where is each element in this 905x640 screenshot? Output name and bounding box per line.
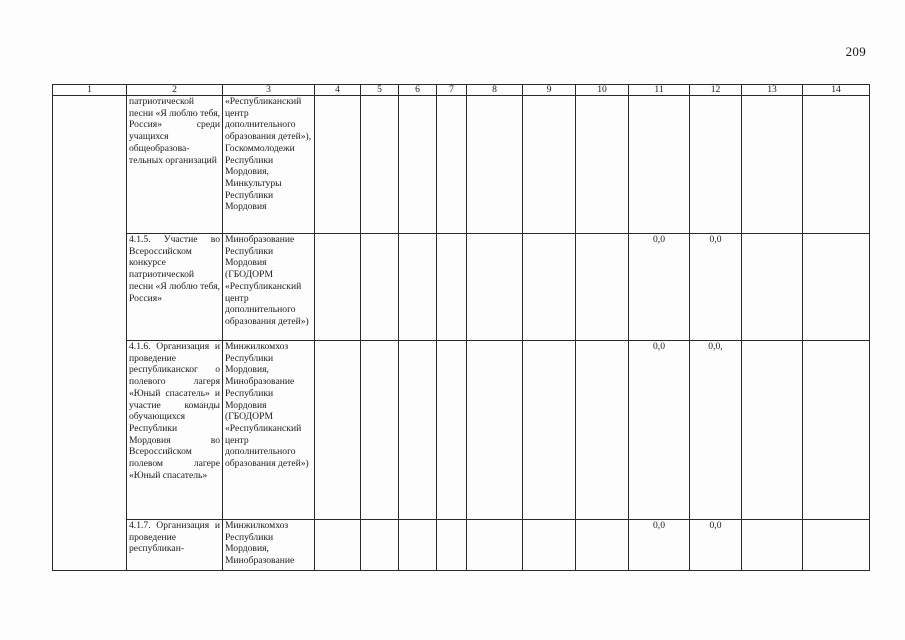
column-header: 3 xyxy=(223,85,315,96)
empty-cell xyxy=(467,234,523,341)
empty-cell xyxy=(437,234,467,341)
activity-cell: патриотической песни «Я люблю тебя, Россия» среди учащихся общеобразова-тельных организаций xyxy=(127,96,223,234)
value-cell-12: 0,0 xyxy=(690,234,742,341)
empty-cell xyxy=(315,520,361,571)
column-header: 12 xyxy=(690,85,742,96)
table-row xyxy=(53,234,870,341)
column-header: 9 xyxy=(523,85,576,96)
empty-cell xyxy=(437,520,467,571)
empty-cell xyxy=(803,234,870,341)
value-cell-11 xyxy=(629,96,690,234)
table-row xyxy=(53,520,870,571)
empty-cell xyxy=(576,341,629,520)
column-header: 7 xyxy=(437,85,467,96)
empty-cell xyxy=(315,96,361,234)
column-header: 5 xyxy=(361,85,399,96)
value-cell-12: 0,0, xyxy=(690,341,742,520)
empty-cell xyxy=(399,96,437,234)
empty-cell xyxy=(315,234,361,341)
empty-cell xyxy=(361,96,399,234)
empty-cell xyxy=(576,520,629,571)
program-activities-table xyxy=(52,84,870,571)
empty-cell xyxy=(523,234,576,341)
empty-cell xyxy=(523,341,576,520)
empty-cell xyxy=(742,341,803,520)
responsible-executor-cell: Минжилкомхоз Республики Мордовия, Минобразование xyxy=(223,520,315,571)
column-1-cell xyxy=(53,96,127,571)
column-header: 13 xyxy=(742,85,803,96)
column-header: 1 xyxy=(53,85,127,96)
activity-cell: 4.1.7. Организация и проведение республикан- xyxy=(127,520,223,571)
empty-cell xyxy=(315,341,361,520)
table-row xyxy=(53,96,870,234)
responsible-executor-cell: «Республиканский центр дополнительного образования детей»), Госкоммолодежи Республики Мордовия, Минкультуры Республики Мордовия xyxy=(223,96,315,234)
empty-cell xyxy=(742,520,803,571)
empty-cell xyxy=(803,341,870,520)
column-header: 6 xyxy=(399,85,437,96)
empty-cell xyxy=(361,341,399,520)
empty-cell xyxy=(803,520,870,571)
empty-cell xyxy=(523,520,576,571)
value-cell-12: 0,0 xyxy=(690,520,742,571)
page-number: 209 xyxy=(845,44,866,59)
value-cell-12 xyxy=(690,96,742,234)
column-header: 8 xyxy=(467,85,523,96)
column-header: 10 xyxy=(576,85,629,96)
column-header: 14 xyxy=(803,85,870,96)
empty-cell xyxy=(576,234,629,341)
empty-cell xyxy=(576,96,629,234)
value-cell-11: 0,0 xyxy=(629,234,690,341)
empty-cell xyxy=(437,341,467,520)
empty-cell xyxy=(803,96,870,234)
empty-cell xyxy=(361,234,399,341)
empty-cell xyxy=(742,96,803,234)
value-cell-11: 0,0 xyxy=(629,520,690,571)
empty-cell xyxy=(467,341,523,520)
value-cell-11: 0,0 xyxy=(629,341,690,520)
activity-cell: 4.1.5. Участие во Всероссийском конкурсе патриотической песни «Я люблю тебя, Россия» xyxy=(127,234,223,341)
empty-cell xyxy=(742,234,803,341)
responsible-executor-cell: Минжилкомхоз Республики Мордовия, Минобразование Республики Мордовия (ГБОДОРМ «Республиканский центр дополнительного образования детей») xyxy=(223,341,315,520)
responsible-executor-cell: Минобразование Республики Мордовия (ГБОДОРМ «Республиканский центр дополнительного образования детей») xyxy=(223,234,315,341)
empty-cell xyxy=(467,96,523,234)
empty-cell xyxy=(399,520,437,571)
empty-cell xyxy=(361,520,399,571)
empty-cell xyxy=(523,96,576,234)
column-header: 2 xyxy=(127,85,223,96)
empty-cell xyxy=(467,520,523,571)
column-number-header-row xyxy=(53,85,870,96)
table-row xyxy=(53,341,870,520)
empty-cell xyxy=(399,341,437,520)
activity-cell: 4.1.6. Организация и проведение республиканског о полевого лагеря «Юный спасатель» и участие команды обучающихся Республики Мордовия во Всероссийском полевом лагере «Юный спасатель» xyxy=(127,341,223,520)
column-header: 4 xyxy=(315,85,361,96)
column-header: 11 xyxy=(629,85,690,96)
empty-cell xyxy=(437,96,467,234)
empty-cell xyxy=(399,234,437,341)
